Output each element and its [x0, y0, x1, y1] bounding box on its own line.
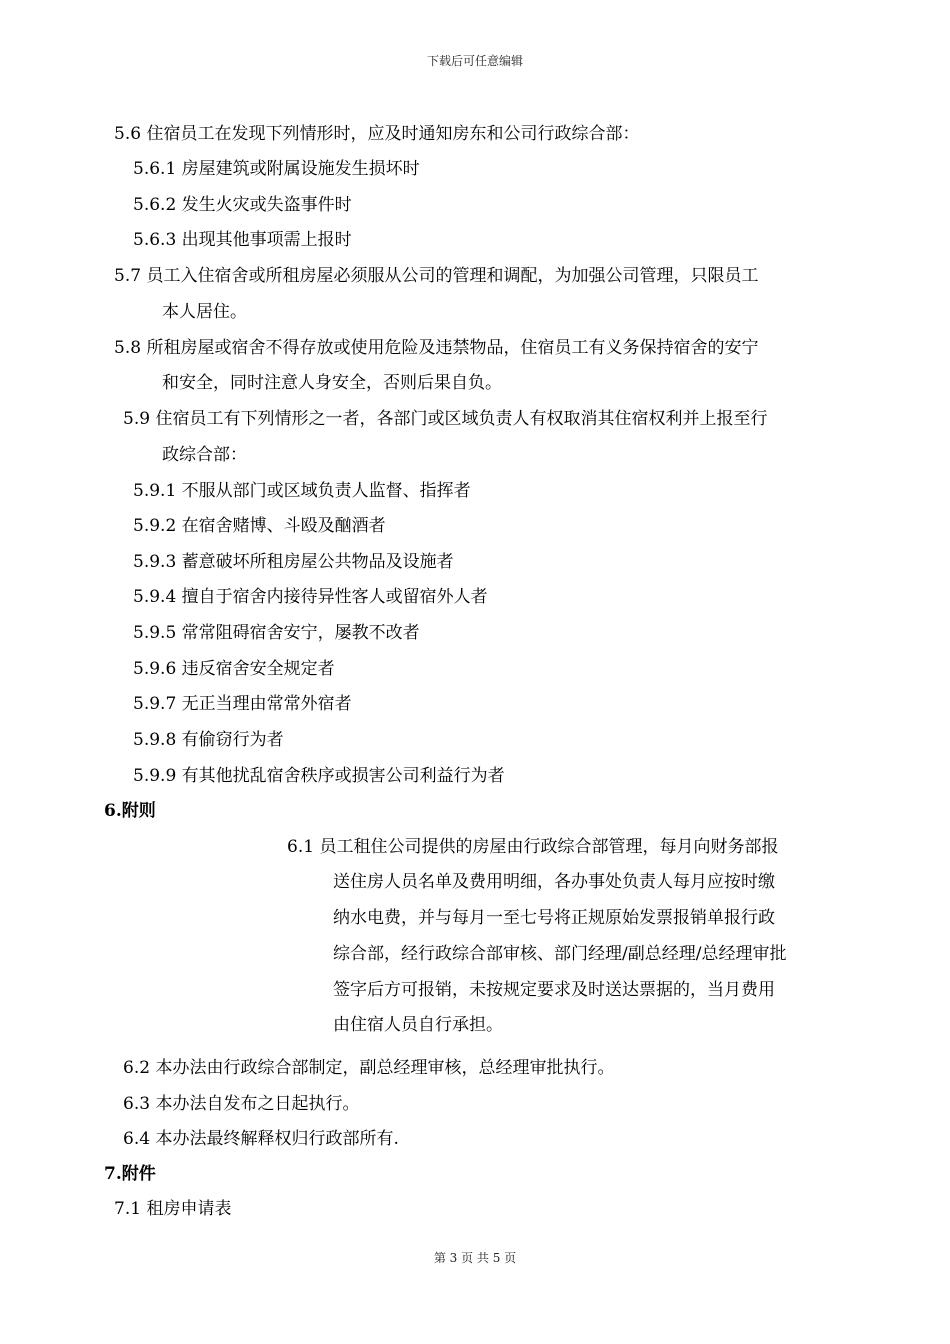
clause-6-4: 6.4 本办法最终解释权归行政部所有. [123, 1129, 399, 1149]
clause-5-7: 5.7 员工入住宿舍或所租房屋必须服从公司的管理和调配，为加强公司管理，只限员工 [114, 266, 759, 286]
clause-6-1-cont-5: 由住宿人员自行承担。 [333, 1015, 503, 1035]
clause-5-6: 5.6 住宿员工在发现下列情形时，应及时通知房东和公司行政综合部： [114, 124, 640, 144]
attachment-7-1: 7.1 租房申请表 [114, 1199, 232, 1219]
page-header: 下载后可任意编辑 [426, 54, 523, 68]
clause-6-1-cont-1: 送住房人员名单及费用明细，各办事处负责人每月应按时缴 [333, 872, 775, 892]
page-number: 第 3 页 共 5 页 [433, 1251, 517, 1265]
clause-6-1-cont-2: 纳水电费，并与每月一至七号将正规原始发票报销单报行政 [333, 908, 775, 928]
clause-5-9-8: 5.9.8 有偷窃行为者 [133, 730, 284, 750]
clause-5-7-cont: 本人居住。 [162, 302, 247, 322]
clause-5-9-7: 5.9.7 无正当理由常常外宿者 [133, 694, 352, 714]
clause-5-9: 5.9 住宿员工有下列情形之一者，各部门或区域负责人有权取消其住宿权利并上报至行 [123, 409, 768, 429]
clause-5-9-1: 5.9.1 不服从部门或区域负责人监督、指挥者 [133, 481, 471, 501]
clause-6-1-cont-4: 签字后方可报销，未按规定要求及时送达票据的，当月费用 [333, 980, 775, 1000]
clause-6-1: 6.1 员工租住公司提供的房屋由行政综合部管理，每月向财务部报 [287, 837, 779, 857]
clause-5-6-1: 5.6.1 房屋建筑或附属设施发生损坏时 [133, 159, 420, 179]
clause-5-9-3: 5.9.3 蓄意破坏所租房屋公共物品及设施者 [133, 552, 454, 572]
clause-5-8: 5.8 所租房屋或宿舍不得存放或使用危险及违禁物品，住宿员工有义务保持宿舍的安宁 [114, 338, 759, 358]
clause-5-9-cont: 政综合部： [162, 445, 247, 465]
clause-5-6-3: 5.6.3 出现其他事项需上报时 [133, 230, 352, 250]
clause-6-2: 6.2 本办法由行政综合部制定，副总经理审核，总经理审批执行。 [123, 1058, 615, 1078]
section-heading-attachments: 7.附件 [104, 1164, 156, 1184]
clause-5-9-5: 5.9.5 常常阻碍宿舍安宁，屡教不改者 [133, 623, 420, 643]
clause-5-9-2: 5.9.2 在宿舍赌博、斗殴及酗酒者 [133, 516, 386, 536]
clause-5-6-2: 5.6.2 发生火灾或失盗事件时 [133, 195, 352, 215]
clause-5-9-4: 5.9.4 擅自于宿舍内接待异性客人或留宿外人者 [133, 587, 488, 607]
clause-6-3: 6.3 本办法自发布之日起执行。 [123, 1094, 360, 1114]
clause-5-9-9: 5.9.9 有其他扰乱宿舍秩序或损害公司利益行为者 [133, 766, 505, 786]
clause-6-1-cont-3: 综合部，经行政综合部审核、部门经理/副总经理/总经理审批 [333, 944, 787, 964]
section-heading-supplementary: 6.附则 [104, 801, 156, 821]
clause-5-9-6: 5.9.6 违反宿舍安全规定者 [133, 659, 335, 679]
clause-5-8-cont: 和安全，同时注意人身安全，否则后果自负。 [162, 373, 502, 393]
